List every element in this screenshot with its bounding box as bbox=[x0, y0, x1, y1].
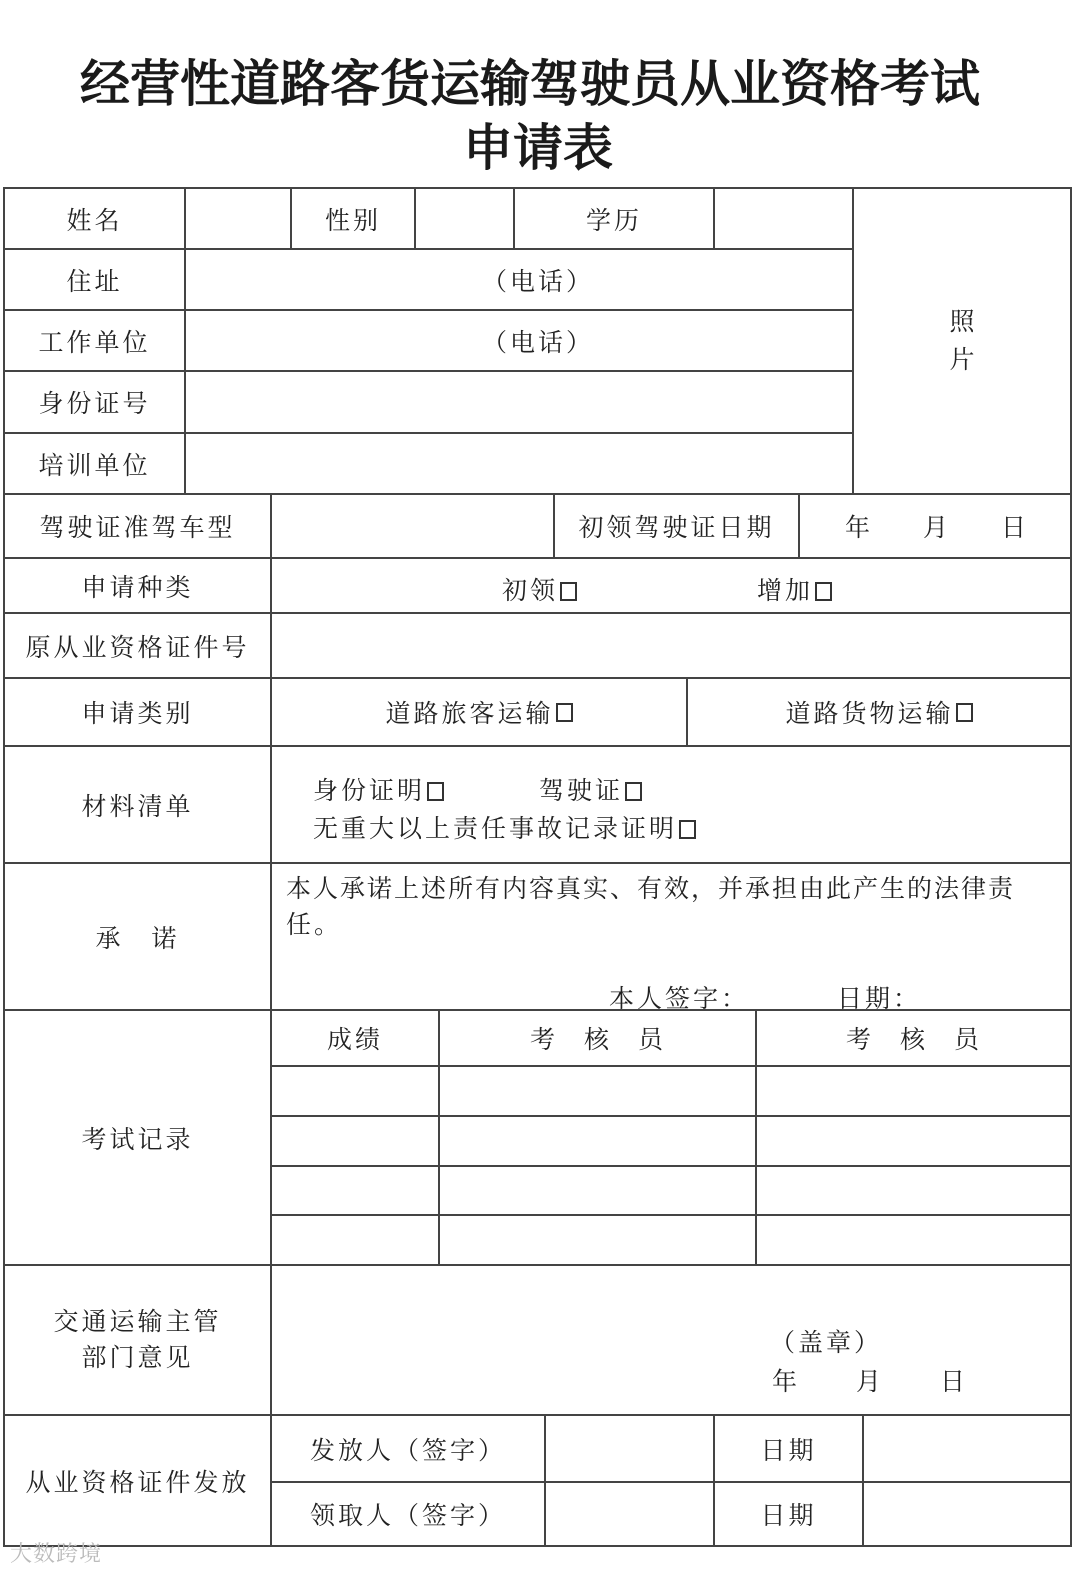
photo-box: 照 片 bbox=[949, 307, 975, 374]
option-freight[interactable] bbox=[688, 679, 1070, 745]
label-cert-issue: 从业资格证件发放 bbox=[25, 1467, 250, 1497]
form-title: 经营性道路客货运输驾驶员从业资格考试 bbox=[80, 55, 980, 113]
label-education: 学历 bbox=[585, 205, 642, 235]
sign-self-label: 本人签字： bbox=[609, 984, 750, 1013]
label-apply-type: 申请种类 bbox=[81, 572, 194, 602]
label-work-unit: 工作单位 bbox=[38, 327, 151, 357]
training-unit-field[interactable] bbox=[186, 434, 852, 493]
option-passenger[interactable] bbox=[272, 679, 686, 745]
watermark: 大数跨境 bbox=[10, 1542, 103, 1567]
material-no-accident[interactable] bbox=[313, 809, 696, 845]
work-unit-phone[interactable]: （电话） bbox=[481, 327, 594, 357]
option-add-label: 增加 bbox=[757, 576, 814, 605]
gender-field[interactable] bbox=[416, 189, 513, 248]
label-id-number: 身份证号 bbox=[38, 389, 151, 418]
label-first-license-date: 初领驾驶证日期 bbox=[578, 513, 775, 542]
header-score: 成绩 bbox=[326, 1025, 383, 1054]
label-dept-opinion bbox=[5, 1266, 270, 1414]
checkbox-material-no-accident[interactable] bbox=[679, 820, 696, 839]
dept-opinion-line1: 交通运输主管 bbox=[53, 1307, 222, 1336]
first-license-date-field[interactable]: 年 月 日 bbox=[844, 513, 1040, 542]
label-apply-category: 申请类别 bbox=[81, 699, 194, 728]
label-orig-cert-no: 原从业资格证件号 bbox=[25, 632, 250, 662]
header-examiner-1: 考 核 员 bbox=[529, 1025, 665, 1054]
option-passenger-label: 道路旅客运输 bbox=[385, 699, 554, 728]
header-examiner-2: 考 核 员 bbox=[845, 1025, 981, 1054]
checkbox-material-id[interactable] bbox=[427, 782, 444, 801]
material-license[interactable] bbox=[539, 771, 642, 807]
issue-date-field[interactable] bbox=[864, 1416, 1070, 1481]
label-pledge: 承 诺 bbox=[95, 923, 180, 953]
label-gender: 性别 bbox=[324, 205, 381, 235]
label-receive-date: 日期 bbox=[760, 1501, 817, 1530]
material-no-accident-label: 无重大以上责任事故记录证明 bbox=[313, 814, 678, 843]
address-phone[interactable]: （电话） bbox=[481, 266, 594, 296]
orig-cert-no-field[interactable] bbox=[272, 614, 1070, 677]
receiver-sign-field[interactable] bbox=[546, 1483, 713, 1545]
issuer-sign-field[interactable] bbox=[546, 1416, 713, 1481]
label-receiver: 领取人（签字） bbox=[309, 1501, 506, 1530]
material-id-label: 身份证明 bbox=[313, 776, 426, 805]
seal-date: 年 月 日 bbox=[772, 1367, 969, 1396]
education-field[interactable] bbox=[715, 189, 852, 248]
dept-opinion-line2: 部门意见 bbox=[81, 1343, 194, 1372]
label-exam-record: 考试记录 bbox=[81, 1124, 194, 1154]
checkbox-passenger[interactable] bbox=[556, 703, 573, 722]
name-field[interactable] bbox=[186, 189, 290, 248]
option-first-label: 初领 bbox=[502, 576, 559, 605]
label-license-class: 驾驶证准驾车型 bbox=[39, 513, 236, 542]
pledge-text-line1: 本人承诺上述所有内容真实、有效，并承担由此产生的法律责 bbox=[286, 874, 1016, 903]
material-license-label: 驾驶证 bbox=[539, 776, 624, 805]
pledge-text-line2: 任。 bbox=[286, 910, 343, 939]
receive-date-field[interactable] bbox=[864, 1483, 1070, 1545]
sign-date-label: 日期： bbox=[837, 984, 922, 1013]
label-issue-date: 日期 bbox=[760, 1435, 817, 1465]
checkbox-add[interactable] bbox=[815, 582, 832, 601]
option-first[interactable] bbox=[502, 571, 577, 607]
seal-label: （盖章） bbox=[770, 1328, 883, 1357]
form-subtitle: 申请表 bbox=[463, 119, 613, 177]
checkbox-freight[interactable] bbox=[956, 703, 973, 722]
checkbox-first[interactable] bbox=[560, 582, 577, 601]
option-add[interactable] bbox=[757, 571, 832, 607]
option-freight-label: 道路货物运输 bbox=[785, 699, 954, 728]
license-class-field[interactable] bbox=[272, 495, 553, 557]
label-training-unit: 培训单位 bbox=[38, 450, 151, 480]
checkbox-material-license[interactable] bbox=[625, 782, 642, 801]
label-name: 姓名 bbox=[66, 205, 123, 235]
label-materials: 材料清单 bbox=[81, 791, 194, 821]
material-id[interactable] bbox=[313, 771, 444, 807]
label-issuer: 发放人（签字） bbox=[309, 1435, 506, 1465]
id-number-field[interactable] bbox=[186, 372, 852, 432]
label-address: 住址 bbox=[66, 266, 123, 296]
